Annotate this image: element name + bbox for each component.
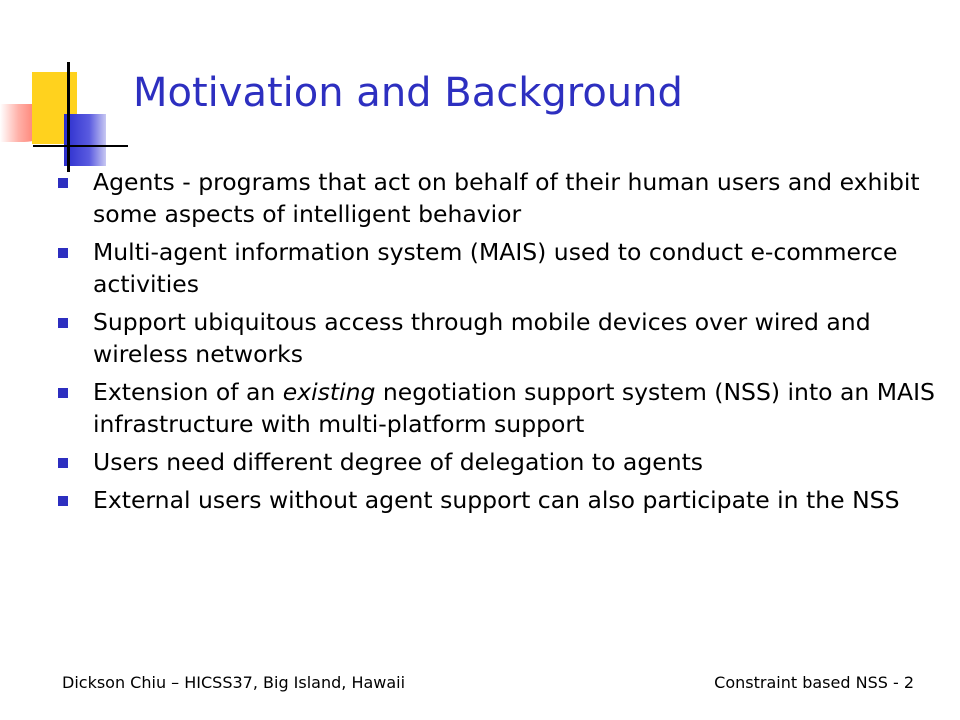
bullet-item bbox=[58, 306, 938, 370]
bullet-item bbox=[58, 166, 938, 230]
bullet-text: Support ubiquitous access through mobile devices over wired and wireless networks bbox=[93, 308, 871, 368]
bullet-item bbox=[58, 376, 938, 440]
bullet-square-icon bbox=[58, 458, 68, 468]
bullet-square-icon bbox=[58, 248, 68, 258]
slide-title: Motivation and Background bbox=[133, 70, 683, 116]
bullet-square-icon bbox=[58, 318, 68, 328]
footer-slide-number: Constraint based NSS - 2 bbox=[714, 673, 914, 692]
logo-blue-square bbox=[64, 114, 106, 166]
bullet-text: Multi-agent information system (MAIS) used to conduct e-commerce activities bbox=[93, 238, 898, 298]
bullet-text: Agents - programs that act on behalf of their human users and exhibit some aspects of intelligent behavior bbox=[93, 168, 920, 228]
slide-logo bbox=[0, 0, 130, 175]
footer-author: Dickson Chiu – HICSS37, Big Island, Hawaii bbox=[62, 673, 406, 692]
bullet-square-icon bbox=[58, 388, 68, 398]
bullet-item bbox=[58, 446, 938, 478]
logo-horizontal-line bbox=[33, 145, 128, 147]
bullet-square-icon bbox=[58, 496, 68, 506]
bullet-text: External users without agent support can also participate in the NSS bbox=[93, 486, 900, 514]
bullet-item bbox=[58, 236, 938, 300]
bullet-text: Users need different degree of delegation to agents bbox=[93, 448, 704, 476]
bullet-item bbox=[58, 484, 938, 516]
bullet-text-continued: negotiation support system (NSS) into an MAIS infrastructure with multi-platform support bbox=[93, 378, 935, 438]
logo-vertical-line bbox=[67, 62, 70, 172]
bullet-list bbox=[58, 166, 938, 522]
bullet-square-icon bbox=[58, 178, 68, 188]
bullet-text: Extension of an bbox=[93, 378, 283, 406]
bullet-emphasis: existing bbox=[282, 378, 376, 406]
